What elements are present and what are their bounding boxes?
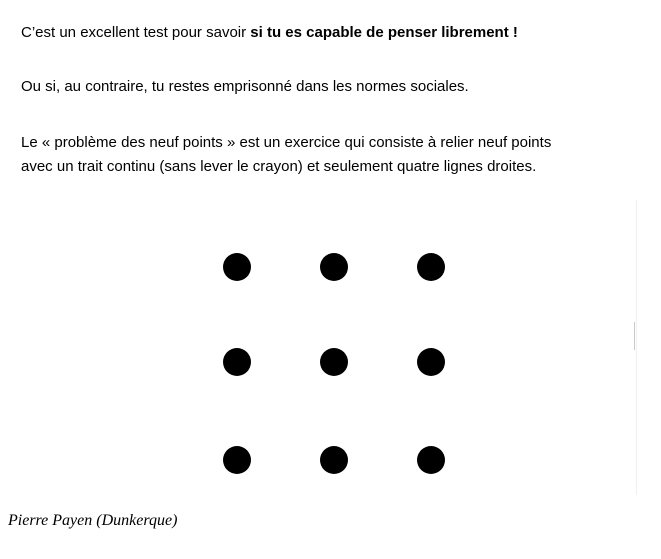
dot-r3-c3 [417, 446, 445, 474]
dot-r3-c2 [320, 446, 348, 474]
dot-r2-c1 [223, 348, 251, 376]
intro-line-1-bold: si tu es capable de penser librement ! [250, 24, 518, 41]
dot-r1-c1 [223, 253, 251, 281]
intro-line-2: Ou si, au contraire, tu restes emprisonné dans les normes sociales. [21, 78, 469, 95]
author-signature: Pierre Payen (Dunkerque) [8, 512, 178, 529]
dot-r3-c1 [223, 446, 251, 474]
dot-r2-c2 [320, 348, 348, 376]
dot-r2-c3 [417, 348, 445, 376]
dot-r1-c3 [417, 253, 445, 281]
problem-description-line-1: Le « problème des neuf points » est un exercice qui consiste à relier neuf points [21, 134, 552, 151]
dot-r1-c2 [320, 253, 348, 281]
problem-description-line-2: avec un trait continu (sans lever le crayon) et seulement quatre lignes droites. [21, 158, 537, 175]
intro-line-1-plain: C’est un excellent test pour savoir [21, 24, 251, 41]
